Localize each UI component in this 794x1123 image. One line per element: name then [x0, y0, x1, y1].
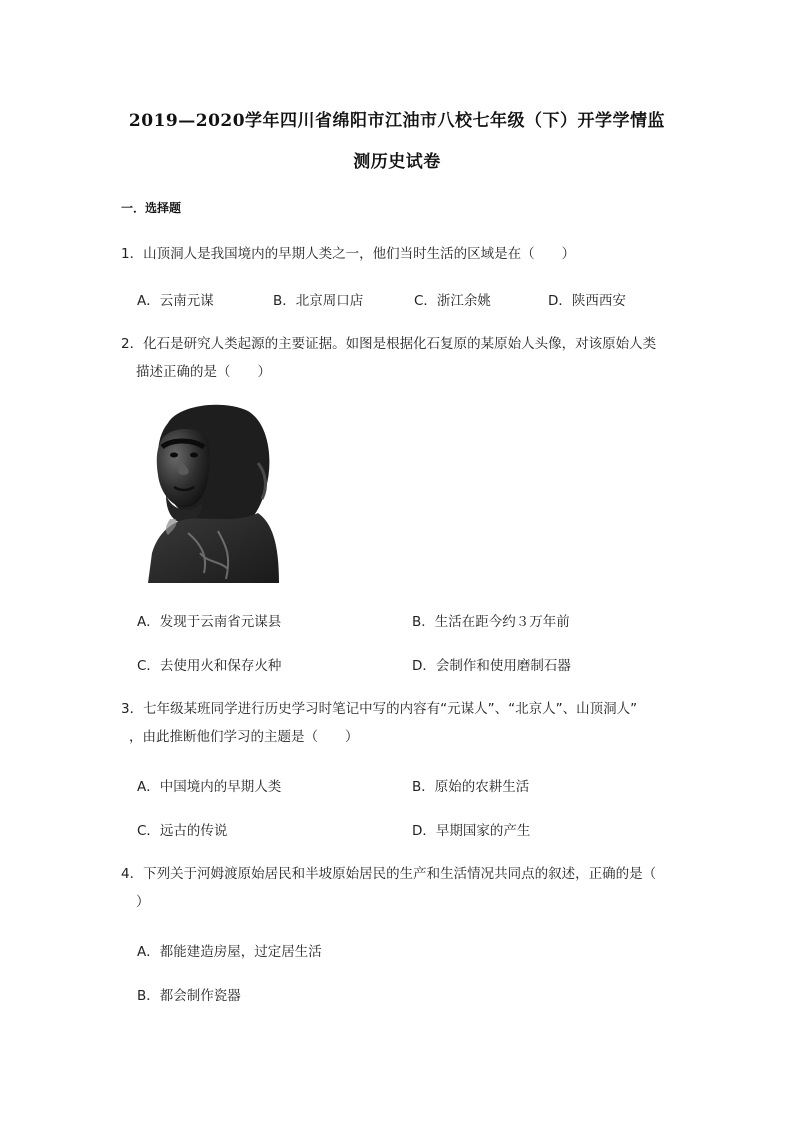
- q4-option-b[interactable]: B．都会制作瓷器: [137, 988, 241, 1004]
- q3-option-a[interactable]: A．中国境内的早期人类: [137, 779, 282, 795]
- q1-option-d[interactable]: D．陕西西安: [548, 293, 626, 309]
- q4-option-a[interactable]: A．都能建造房屋，过定居生活: [137, 944, 322, 960]
- primitive-human-bust-image: [148, 403, 279, 583]
- question-4-stem-line2: ）: [136, 894, 150, 910]
- q3-option-c[interactable]: C．远古的传说: [137, 823, 228, 839]
- exam-title-line2: 测历史试卷: [353, 152, 441, 172]
- question-4-stem-line1: 4．下列关于河姆渡原始居民和半坡原始居民的生产和生活情况共同点的叙述，正确的是（: [121, 866, 657, 882]
- question-3-stem-line2: ，由此推断他们学习的主题是（ ）: [129, 729, 359, 745]
- question-2-stem-line1: 2．化石是研究人类起源的主要证据。如图是根据化石复原的某原始人头像，对该原始人类: [121, 336, 657, 352]
- q1-option-c[interactable]: C．浙江余姚: [414, 293, 491, 309]
- question-1-stem: 1．山顶洞人是我国境内的早期人类之一，他们当时生活的区域是在（ ）: [121, 246, 576, 262]
- q2-option-b[interactable]: B．生活在距今约３万年前: [412, 614, 570, 630]
- section-heading: 一．选择题: [121, 201, 182, 215]
- q3-option-d[interactable]: D．早期国家的产生: [412, 823, 531, 839]
- question-3-stem-line1: 3．七年级某班同学进行历史学习时笔记中写的内容有“元谋人”、“北京人”、山顶洞人”: [121, 701, 638, 717]
- q2-option-a[interactable]: A．发现于云南省元谋县: [137, 614, 282, 630]
- exam-title-line1: 2019—2020学年四川省绵阳市江油市八校七年级（下）开学学情监: [128, 111, 666, 131]
- q1-option-a[interactable]: A．云南元谋: [137, 293, 214, 309]
- q1-option-b[interactable]: B．北京周口店: [273, 293, 364, 309]
- q3-option-b[interactable]: B．原始的农耕生活: [412, 779, 530, 795]
- question-2-stem-line2: 描述正确的是（ ）: [136, 364, 271, 380]
- q2-option-c[interactable]: C．去使用火和保存火种: [137, 658, 282, 674]
- q2-option-d[interactable]: D．会制作和使用磨制石器: [412, 658, 571, 674]
